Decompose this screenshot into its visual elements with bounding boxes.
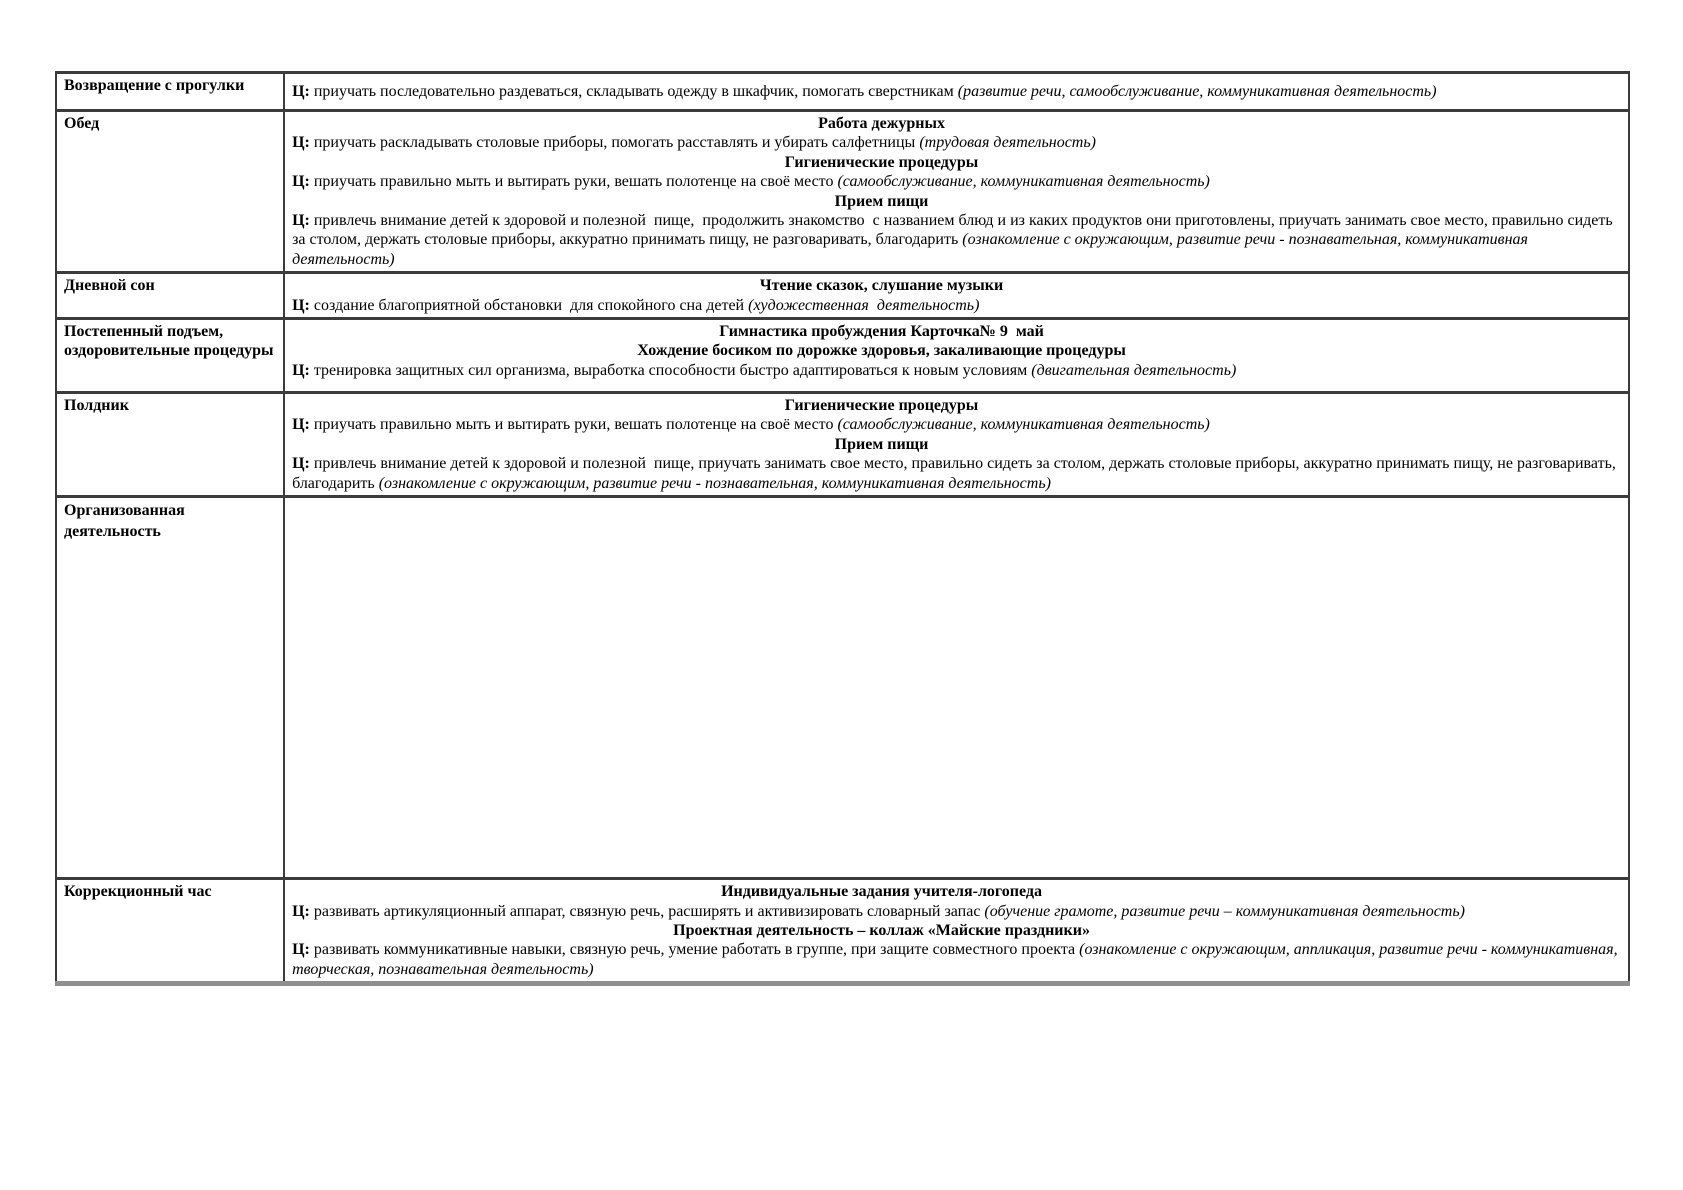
goal-paragraph: [292, 902, 1621, 921]
text-segment: приучать правильно мыть и вытирать руки, вешать полотенце на своё место: [309, 416, 838, 434]
goal-paragraph: [292, 361, 1621, 380]
text-segment: Прием пищи: [834, 192, 929, 210]
text-segment: Ц:: [292, 416, 310, 434]
text-segment: Ц:: [292, 173, 310, 191]
text-segment: Прием пищи: [834, 435, 929, 453]
text-segment: (ознакомление с окружающим, развитие речи - познавательная, коммуникативная деятельность): [292, 231, 1532, 268]
section-heading: [292, 921, 1471, 940]
text-segment: создание благоприятной обстановки для спокойного сна детей: [309, 296, 749, 314]
text-segment: привлечь внимание детей к здоровой и полезной пище, продолжить знакомство с названием блюд и из каких продуктов они приготовлены, приучать занимать свое место, правильно сидеть за столом, держать столовые приборы, аккуратно принимать пищу, не разговаривать, благодарить: [292, 212, 1617, 249]
text-segment: (самообслуживание, коммуникативная деятельность): [837, 173, 1210, 191]
row-content: [284, 111, 1629, 273]
text-segment: Работа дежурных: [818, 115, 945, 132]
text-segment: развивать коммуникативные навыки, связную речь, умение работать в группе, при защите совместного проекта: [309, 941, 1080, 959]
text-segment: Проектная деятельность – коллаж «Майские праздники»: [673, 921, 1090, 939]
text-segment: (двигательная деятельность): [1031, 361, 1237, 379]
section-heading: [292, 322, 1471, 341]
text-segment: Ц:: [292, 455, 310, 473]
text-segment: Хождение босиком по дорожке здоровья, закаливающие процедуры: [637, 342, 1126, 360]
section-heading: [292, 396, 1471, 415]
text-segment: привлечь внимание детей к здоровой и полезной пище, приучать занимать свое место, правильно сидеть за столом, держать столовые приборы, аккуратно принимать пищу, не разговаривать, благодарить: [292, 455, 1620, 492]
goal-paragraph: [292, 940, 1621, 979]
text-segment: развивать артикуляционный аппарат, связную речь, расширять и активизировать словарный запас: [309, 902, 985, 920]
text-segment: приучать последовательно раздеваться, складывать одежду в шкафчик, помогать сверстникам: [309, 82, 958, 100]
text-segment: (ознакомление с окружающим, развитие речи - познавательная, коммуникативная деятельность): [378, 474, 1051, 492]
goal-paragraph: [292, 82, 1621, 101]
text-segment: Гигиенические процедуры: [784, 153, 979, 171]
row-label: Коррекционный час: [56, 879, 284, 984]
text-segment: тренировка защитных сил организма, выработка способности быстро адаптироваться к новым условиям: [309, 361, 1032, 379]
text-segment: приучать раскладывать столовые приборы, помогать расставлять и убирать салфетницы: [309, 134, 920, 152]
table-row: [56, 273, 1629, 319]
goal-paragraph: [292, 296, 1621, 315]
text-segment: (обучение грамоте, развитие речи – коммуникативная деятельность): [984, 902, 1465, 920]
table-row: [56, 393, 1629, 497]
text-segment: Ц:: [292, 902, 310, 920]
section-heading: [292, 341, 1471, 360]
text-segment: Гимнастика пробуждения Карточка№ 9 май: [719, 323, 1044, 341]
row-label: Дневной сон: [56, 273, 284, 319]
row-label: Полдник: [56, 393, 284, 497]
text-segment: Индивидуальные задания учителя-логопеда: [721, 883, 1042, 901]
text-segment: приучать правильно мыть и вытирать руки, вешать полотенце на своё место: [309, 173, 838, 191]
section-heading: [292, 882, 1471, 901]
text-segment: Ц:: [292, 941, 310, 959]
row-content: [284, 879, 1629, 984]
goal-paragraph: [292, 454, 1621, 493]
text-segment: Ц:: [292, 82, 310, 100]
table-row: [56, 879, 1629, 984]
goal-paragraph: [292, 211, 1621, 269]
schedule-table-body: [56, 73, 1629, 984]
goal-paragraph: [292, 172, 1621, 191]
row-label: Возвращение с прогулки: [56, 73, 284, 111]
text-segment: (ознакомление с окружающим, аппликация, развитие речи - коммуникативная, творческая, познавательная деятельность): [292, 941, 1622, 978]
text-segment: Ц:: [292, 296, 310, 314]
section-heading: [292, 192, 1471, 211]
row-content: [284, 393, 1629, 497]
daily-schedule-table: [55, 71, 1630, 986]
section-heading: [292, 435, 1471, 454]
text-segment: (развитие речи, самообслуживание, коммуникативная деятельность): [957, 82, 1437, 100]
goal-paragraph: [292, 133, 1621, 152]
goal-paragraph: [292, 415, 1621, 434]
table-row: [56, 319, 1629, 393]
text-segment: Ц:: [292, 134, 310, 152]
text-segment: (художественная деятельность): [748, 296, 980, 314]
table-row: [56, 73, 1629, 111]
row-content: [284, 319, 1629, 393]
table-row: [56, 497, 1629, 879]
text-segment: Ц:: [292, 212, 310, 230]
section-heading: [292, 153, 1471, 172]
section-heading: [292, 276, 1471, 295]
row-label: Постепенный подъем, оздоровительные процедуры: [56, 319, 284, 393]
row-content: [284, 273, 1629, 319]
text-segment: Гигиенические процедуры: [784, 397, 979, 415]
text-segment: Ц:: [292, 361, 310, 379]
table-row: [56, 111, 1629, 273]
text-segment: Чтение сказок, слушание музыки: [759, 277, 1004, 295]
text-segment: (трудовая деятельность): [919, 134, 1096, 152]
row-label: Организованная деятельность: [56, 497, 284, 879]
section-heading: [292, 114, 1471, 133]
row-content: [284, 73, 1629, 111]
row-label: Обед: [56, 111, 284, 273]
text-segment: (самообслуживание, коммуникативная деятельность): [837, 416, 1210, 434]
